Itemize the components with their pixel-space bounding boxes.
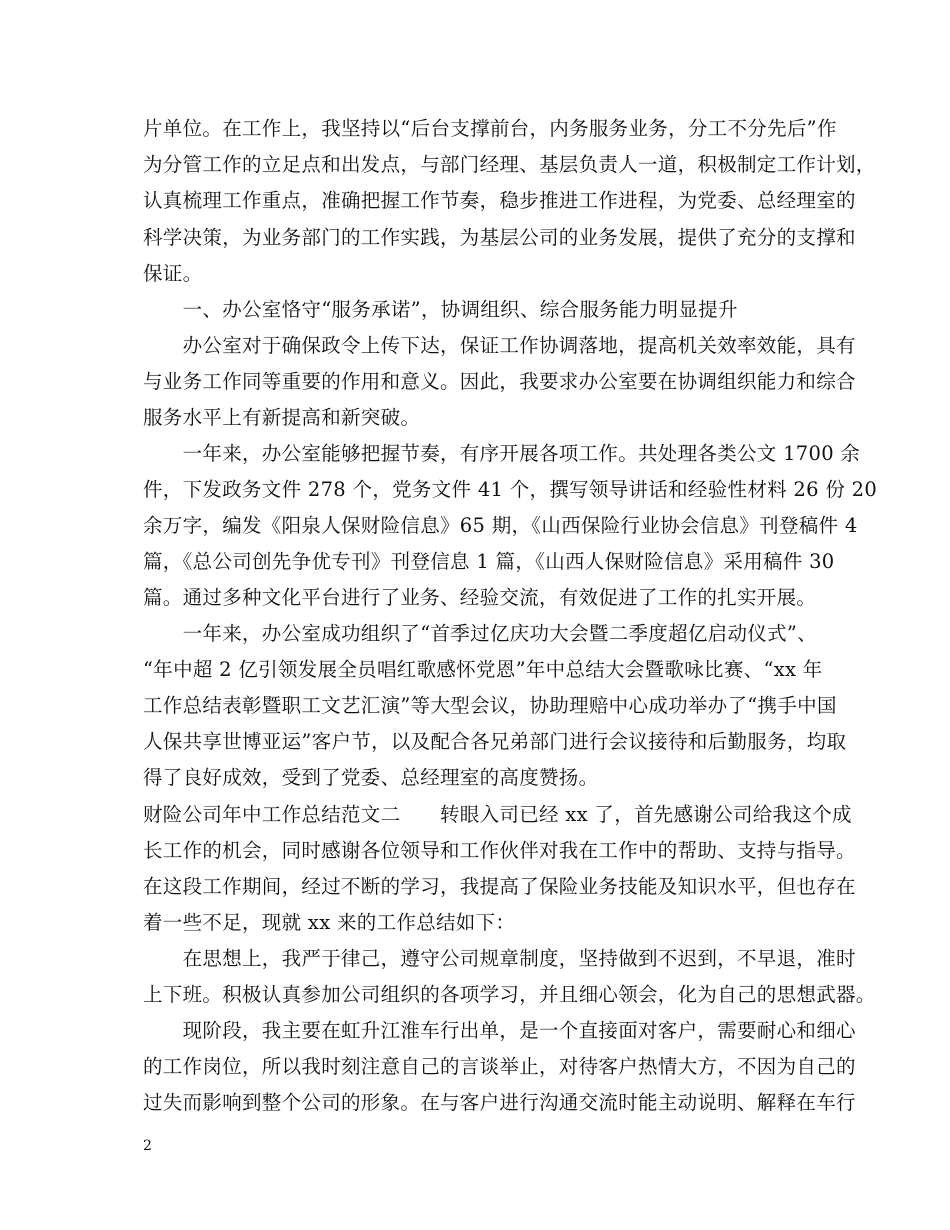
text-line: 服务水平上有新提高和新突破。 — [143, 406, 421, 429]
text-line: 件，下发政务文件 278 个，党务文件 41 个，撰写领导讲话和经验性材料 26 份 20 — [143, 478, 878, 501]
text-line: 上下班。积极认真参加公司组织的各项学习，并且细心领会，化为自己的思想武器。 — [143, 983, 876, 1006]
text-line: 的工作岗位，所以我时刻注意自己的言谈举止，对待客户热情大方，不因为自己的 — [143, 1055, 856, 1078]
text-line: 为分管工作的立足点和出发点，与部门经理、基层负责人一道，积极制定工作计划， — [143, 153, 876, 176]
text-line: 保证。 — [143, 262, 203, 285]
text-line: 长工作的机会，同时感谢各位领导和工作伙伴对我在工作中的帮助、支持与指导。 — [143, 839, 856, 862]
section-title-line: 财险公司年中工作总结范文二 转眼入司已经 xx 了，首先感谢公司给我这个成 — [143, 803, 852, 826]
text-line: 得了良好成效，受到了党委、总经理室的高度赞扬。 — [143, 766, 599, 789]
text-line: 人保共享世博亚运”客户节，以及配合各兄弟部门进行会议接待和后勤服务，均取 — [143, 730, 847, 753]
text-line: 科学决策，为业务部门的工作实践，为基层公司的业务发展，提供了充分的支撑和 — [143, 226, 856, 249]
text-line: 现阶段，我主要在虹升江淮车行出单，是一个直接面对客户，需要耐心和细心 — [143, 1019, 856, 1042]
text-line: 片单位。在工作上，我坚持以“后台支撑前台，内务服务业务，分工不分先后”作 — [143, 117, 837, 140]
text-line: 在思想上，我严于律己，遵守公司规章制度，坚持做到不迟到，不早退，准时 — [143, 947, 856, 970]
text-line: 认真梳理工作重点，准确把握工作节奏，稳步推进工作进程，为党委、总经理室的 — [143, 189, 856, 212]
text-line: 一年来，办公室成功组织了“首季过亿庆功大会暨二季度超亿启动仪式”、 — [143, 622, 817, 645]
text-line: “年中超 2 亿引领发展全员唱红歌感怀党恩”年中总结大会暨歌咏比赛、“xx 年 — [143, 658, 823, 681]
text-line: 与业务工作同等重要的作用和意义。因此，我要求办公室要在协调组织能力和综合 — [143, 370, 856, 393]
text-line: 余万字，编发《阳泉人保财险信息》65 期，《山西保险行业协会信息》刊登稿件 4 — [143, 514, 858, 537]
text-line: 着一些不足，现就 xx 来的工作总结如下： — [143, 911, 516, 934]
text-line: 办公室对于确保政令上传下达，保证工作协调落地，提高机关效率效能，具有 — [143, 334, 856, 357]
page-number: 2 — [143, 1138, 152, 1154]
text-line: 篇。通过多种文化平台进行了业务、经验交流，有效促进了工作的扎实开展。 — [143, 586, 817, 609]
section-heading: 一、办公室恪守“服务承诺”，协调组织、综合服务能力明显提升 — [143, 298, 738, 321]
text-line: 篇，《总公司创先争优专刊》刊登信息 1 篇，《山西人保财险信息》采用稿件 30 — [143, 550, 835, 573]
text-line: 一年来，办公室能够把握节奏，有序开展各项工作。共处理各类公文 1700 余 — [143, 442, 861, 465]
text-line: 过失而影响到整个公司的形象。在与客户进行沟通交流时能主动说明、解释在车行 — [143, 1091, 856, 1114]
text-line: 工作总结表彰暨职工文艺汇演”等大型会议，协助理赔中心成功举办了“携手中国 — [143, 694, 837, 717]
text-line: 在这段工作期间，经过不断的学习，我提高了保险业务技能及知识水平，但也存在 — [143, 875, 856, 898]
